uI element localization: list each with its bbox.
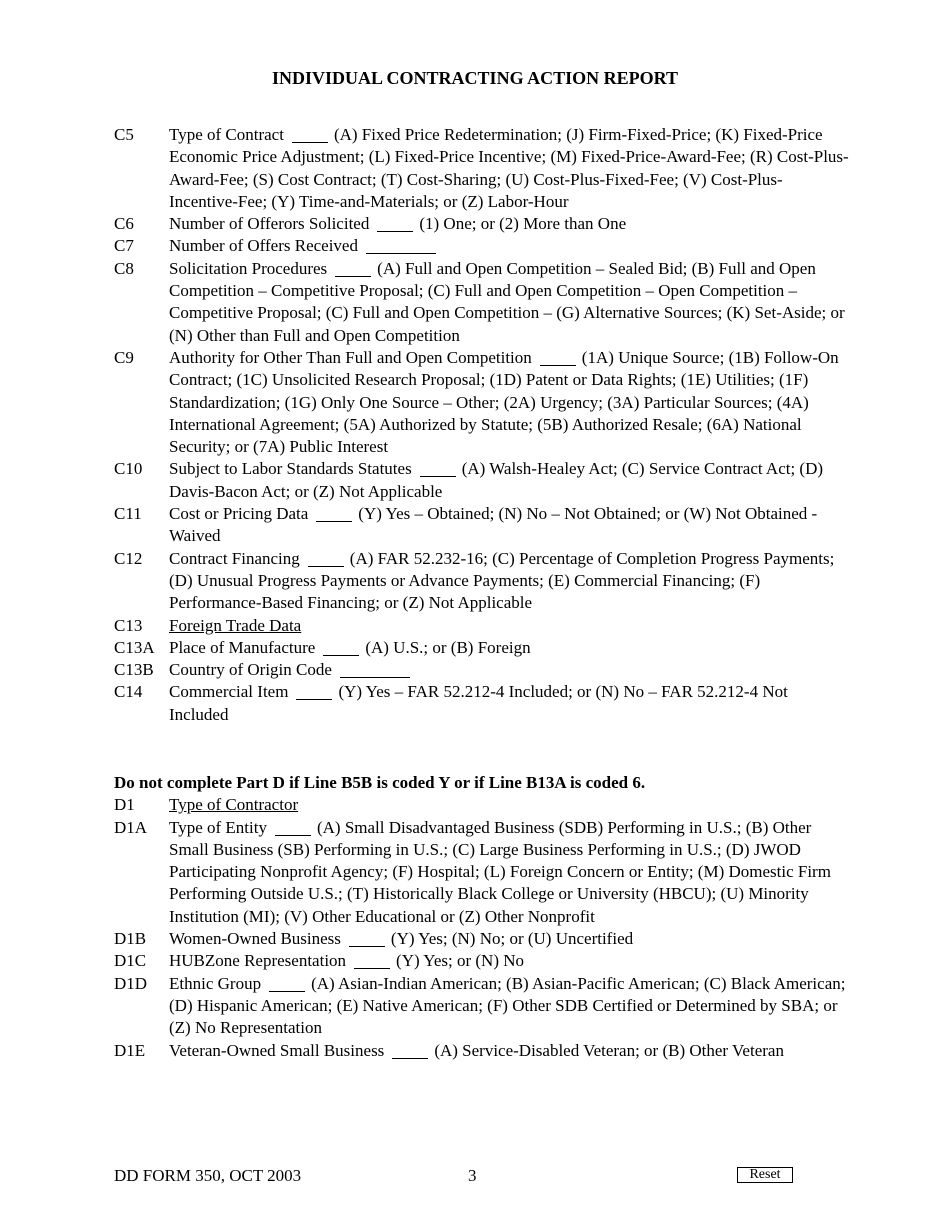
entry-field[interactable] <box>420 459 456 477</box>
item-code: C8 <box>114 258 134 278</box>
list-item <box>114 681 850 726</box>
entry-field[interactable] <box>354 951 390 969</box>
item-options: (A) Full and Open Competition – Sealed Bid; (B) Full and Open Competition – Competitive Proposal; (C) Full and Open Competition – Open Competition – Competitive Proposal; (C) Full and Open Competition – (G) Alternative Sources; (K) Set-Aside; or (N) Other than Full and Open Competition <box>169 258 845 345</box>
item-text <box>169 950 850 972</box>
item-options: (A) Service-Disabled Veteran; or (B) Other Veteran <box>434 1040 784 1060</box>
item-text <box>169 681 850 726</box>
list-item <box>114 213 850 235</box>
item-label: Place of Manufacture <box>169 637 316 657</box>
item-label: Ethnic Group <box>169 973 262 993</box>
item-options: (1A) Unique Source; (1B) Follow-On Contract; (1C) Unsolicited Research Proposal; (1D) Patent or Data Rights; (1E) Utilities; (1F) Standardization; (1G) Only One Source – Other; (2A) Urgency; (3A) Particular Sources; (4A) International Agreement; (5A) Authorized by Statute; (5B) Authorized Resale; (6A) National Security; or (7A) Public Interest <box>169 347 839 457</box>
item-code: C14 <box>114 682 143 702</box>
item-options: (1) One; or (2) More than One <box>419 214 627 234</box>
item-code: C6 <box>114 214 134 234</box>
form-id: DD FORM 350, OCT 2003 <box>114 1166 302 1185</box>
item-text <box>169 817 850 928</box>
list-item <box>114 817 850 928</box>
entry-field[interactable] <box>377 214 413 232</box>
item-text <box>169 637 850 659</box>
entry-field[interactable] <box>366 236 436 254</box>
item-options: (A) U.S.; or (B) Foreign <box>365 637 531 657</box>
item-options: (Y) Yes; or (N) No <box>396 951 525 971</box>
item-options: (Y) Yes; (N) No; or (U) Uncertified <box>390 929 634 949</box>
list-item <box>114 794 850 816</box>
item-code: D1C <box>114 951 147 971</box>
list-item <box>114 1040 850 1062</box>
item-label: Number of Offers Received <box>169 236 358 256</box>
item-text <box>169 347 850 458</box>
list-item <box>114 950 850 972</box>
item-label: Cost or Pricing Data <box>169 504 309 524</box>
page-title: INDIVIDUAL CONTRACTING ACTION REPORT <box>272 68 678 88</box>
item-code: C5 <box>114 125 134 144</box>
item-code: D1A <box>114 817 148 837</box>
entry-field[interactable] <box>269 974 305 992</box>
list-item <box>114 659 850 681</box>
item-text <box>169 928 850 950</box>
item-code: C10 <box>114 459 143 479</box>
entry-field[interactable] <box>392 1041 428 1059</box>
item-code: C12 <box>114 548 143 568</box>
item-label: Number of Offerors Solicited <box>169 214 370 234</box>
item-label: Veteran-Owned Small Business <box>169 1040 385 1060</box>
page-number: 3 <box>468 1166 477 1185</box>
entry-field[interactable] <box>540 348 576 366</box>
entry-field[interactable] <box>275 818 311 836</box>
item-code: C7 <box>114 236 134 256</box>
item-text <box>169 973 850 1040</box>
item-label: Commercial Item <box>169 682 289 702</box>
entry-field[interactable] <box>323 638 359 656</box>
item-code: C9 <box>114 347 134 367</box>
list-item <box>114 235 850 257</box>
item-options: (A) Walsh-Healey Act; (C) Service Contract Act; (D) Davis-Bacon Act; or (Z) Not Applicable <box>169 459 824 501</box>
item-code: D1E <box>114 1040 146 1060</box>
entry-field[interactable] <box>316 504 352 522</box>
list-item <box>114 258 850 347</box>
part-d-list <box>114 772 850 1062</box>
entry-field[interactable] <box>292 125 328 143</box>
entry-field[interactable] <box>349 929 385 947</box>
item-label: Contract Financing <box>169 548 300 568</box>
item-text <box>169 458 850 503</box>
entry-field[interactable] <box>340 660 410 678</box>
item-label: HUBZone Representation <box>169 951 347 971</box>
item-text <box>169 258 850 347</box>
part-c-list <box>114 124 850 726</box>
section-heading: Type of Contractor <box>169 795 299 815</box>
item-code: D1D <box>114 973 148 993</box>
section-heading: Foreign Trade Data <box>169 615 302 635</box>
item-code: C13A <box>114 637 155 657</box>
entry-field[interactable] <box>335 259 371 277</box>
item-code: D1B <box>114 929 147 949</box>
list-item <box>114 347 850 458</box>
list-item <box>114 928 850 950</box>
item-text <box>169 213 850 235</box>
list-item <box>114 548 850 615</box>
item-label: Country of Origin Code <box>169 660 332 680</box>
item-text <box>169 659 850 681</box>
item-options: (A) Asian-Indian American; (B) Asian-Pacific American; (C) Black American; (D) Hispanic American; (E) Native American; (F) Other SDB Certified or Determined by SBA; or (Z) No Representation <box>169 973 846 1038</box>
item-label: Women-Owned Business <box>169 929 341 949</box>
item-label: Authority for Other Than Full and Open Competition <box>169 347 532 367</box>
item-label: Type of Entity <box>169 817 267 837</box>
item-code: D1 <box>114 795 135 815</box>
item-text <box>169 548 850 615</box>
item-code: C11 <box>114 504 142 524</box>
item-label: Subject to Labor Standards Statutes <box>169 459 412 479</box>
item-text <box>169 235 850 257</box>
list-item <box>114 615 850 637</box>
item-label: Solicitation Procedures <box>169 258 328 278</box>
list-item <box>114 503 850 548</box>
item-options: (Y) Yes – Obtained; (N) No – Not Obtained; or (W) Not Obtained - Waived <box>169 504 818 546</box>
list-item <box>114 458 850 503</box>
list-item <box>114 973 850 1040</box>
item-text <box>169 1040 850 1062</box>
item-options: (A) FAR 52.232-16; (C) Percentage of Completion Progress Payments; (D) Unusual Progress Payments or Advance Payments; (E) Commercial Financing; (F) Performance-Based Financing; or (Z) Not Applicable <box>169 548 835 613</box>
item-code: C13 <box>114 615 143 635</box>
item-text <box>169 124 850 213</box>
item-code: C13B <box>114 660 154 680</box>
part-d-heading: Do not complete Part D if Line B5B is coded Y or if Line B13A is coded 6. <box>114 773 646 792</box>
entry-field[interactable] <box>308 549 344 567</box>
reset-button[interactable]: Reset <box>737 1167 793 1183</box>
item-options: (A) Small Disadvantaged Business (SDB) Performing in U.S.; (B) Other Small Business (SB) Performing in U.S.; (C) Large Business Performing in U.S.; (D) JWOD Participating Nonprofit Agency; (F) Hospital; (L) Foreign Concern or Entity; (M) Domestic Firm Performing Outside U.S.; (T) Historically Black College or University (HBCU); (U) Minority Institution (MI); (V) Other Educational or (Z) Other Nonprofit <box>169 817 831 926</box>
list-item <box>114 637 850 659</box>
item-text <box>169 503 850 548</box>
item-options: (Y) Yes – FAR 52.212-4 Included; or (N) No – FAR 52.212-4 Not Included <box>169 682 788 724</box>
item-options: (A) Fixed Price Redetermination; (J) Firm-Fixed-Price; (K) Fixed-Price Economic Price Adjustment; (L) Fixed-Price Incentive; (M) Fixed-Price-Award-Fee; (R) Cost-Plus-Award-Fee; (S) Cost Contract; (T) Cost-Sharing; (U) Cost-Plus-Fixed-Fee; (V) Cost-Plus-Incentive-Fee; (Y) Time-and-Materials; or (Z) Labor-Hour <box>169 125 849 211</box>
entry-field[interactable] <box>296 682 332 700</box>
list-item <box>114 124 850 213</box>
item-label: Type of Contract <box>169 125 284 144</box>
